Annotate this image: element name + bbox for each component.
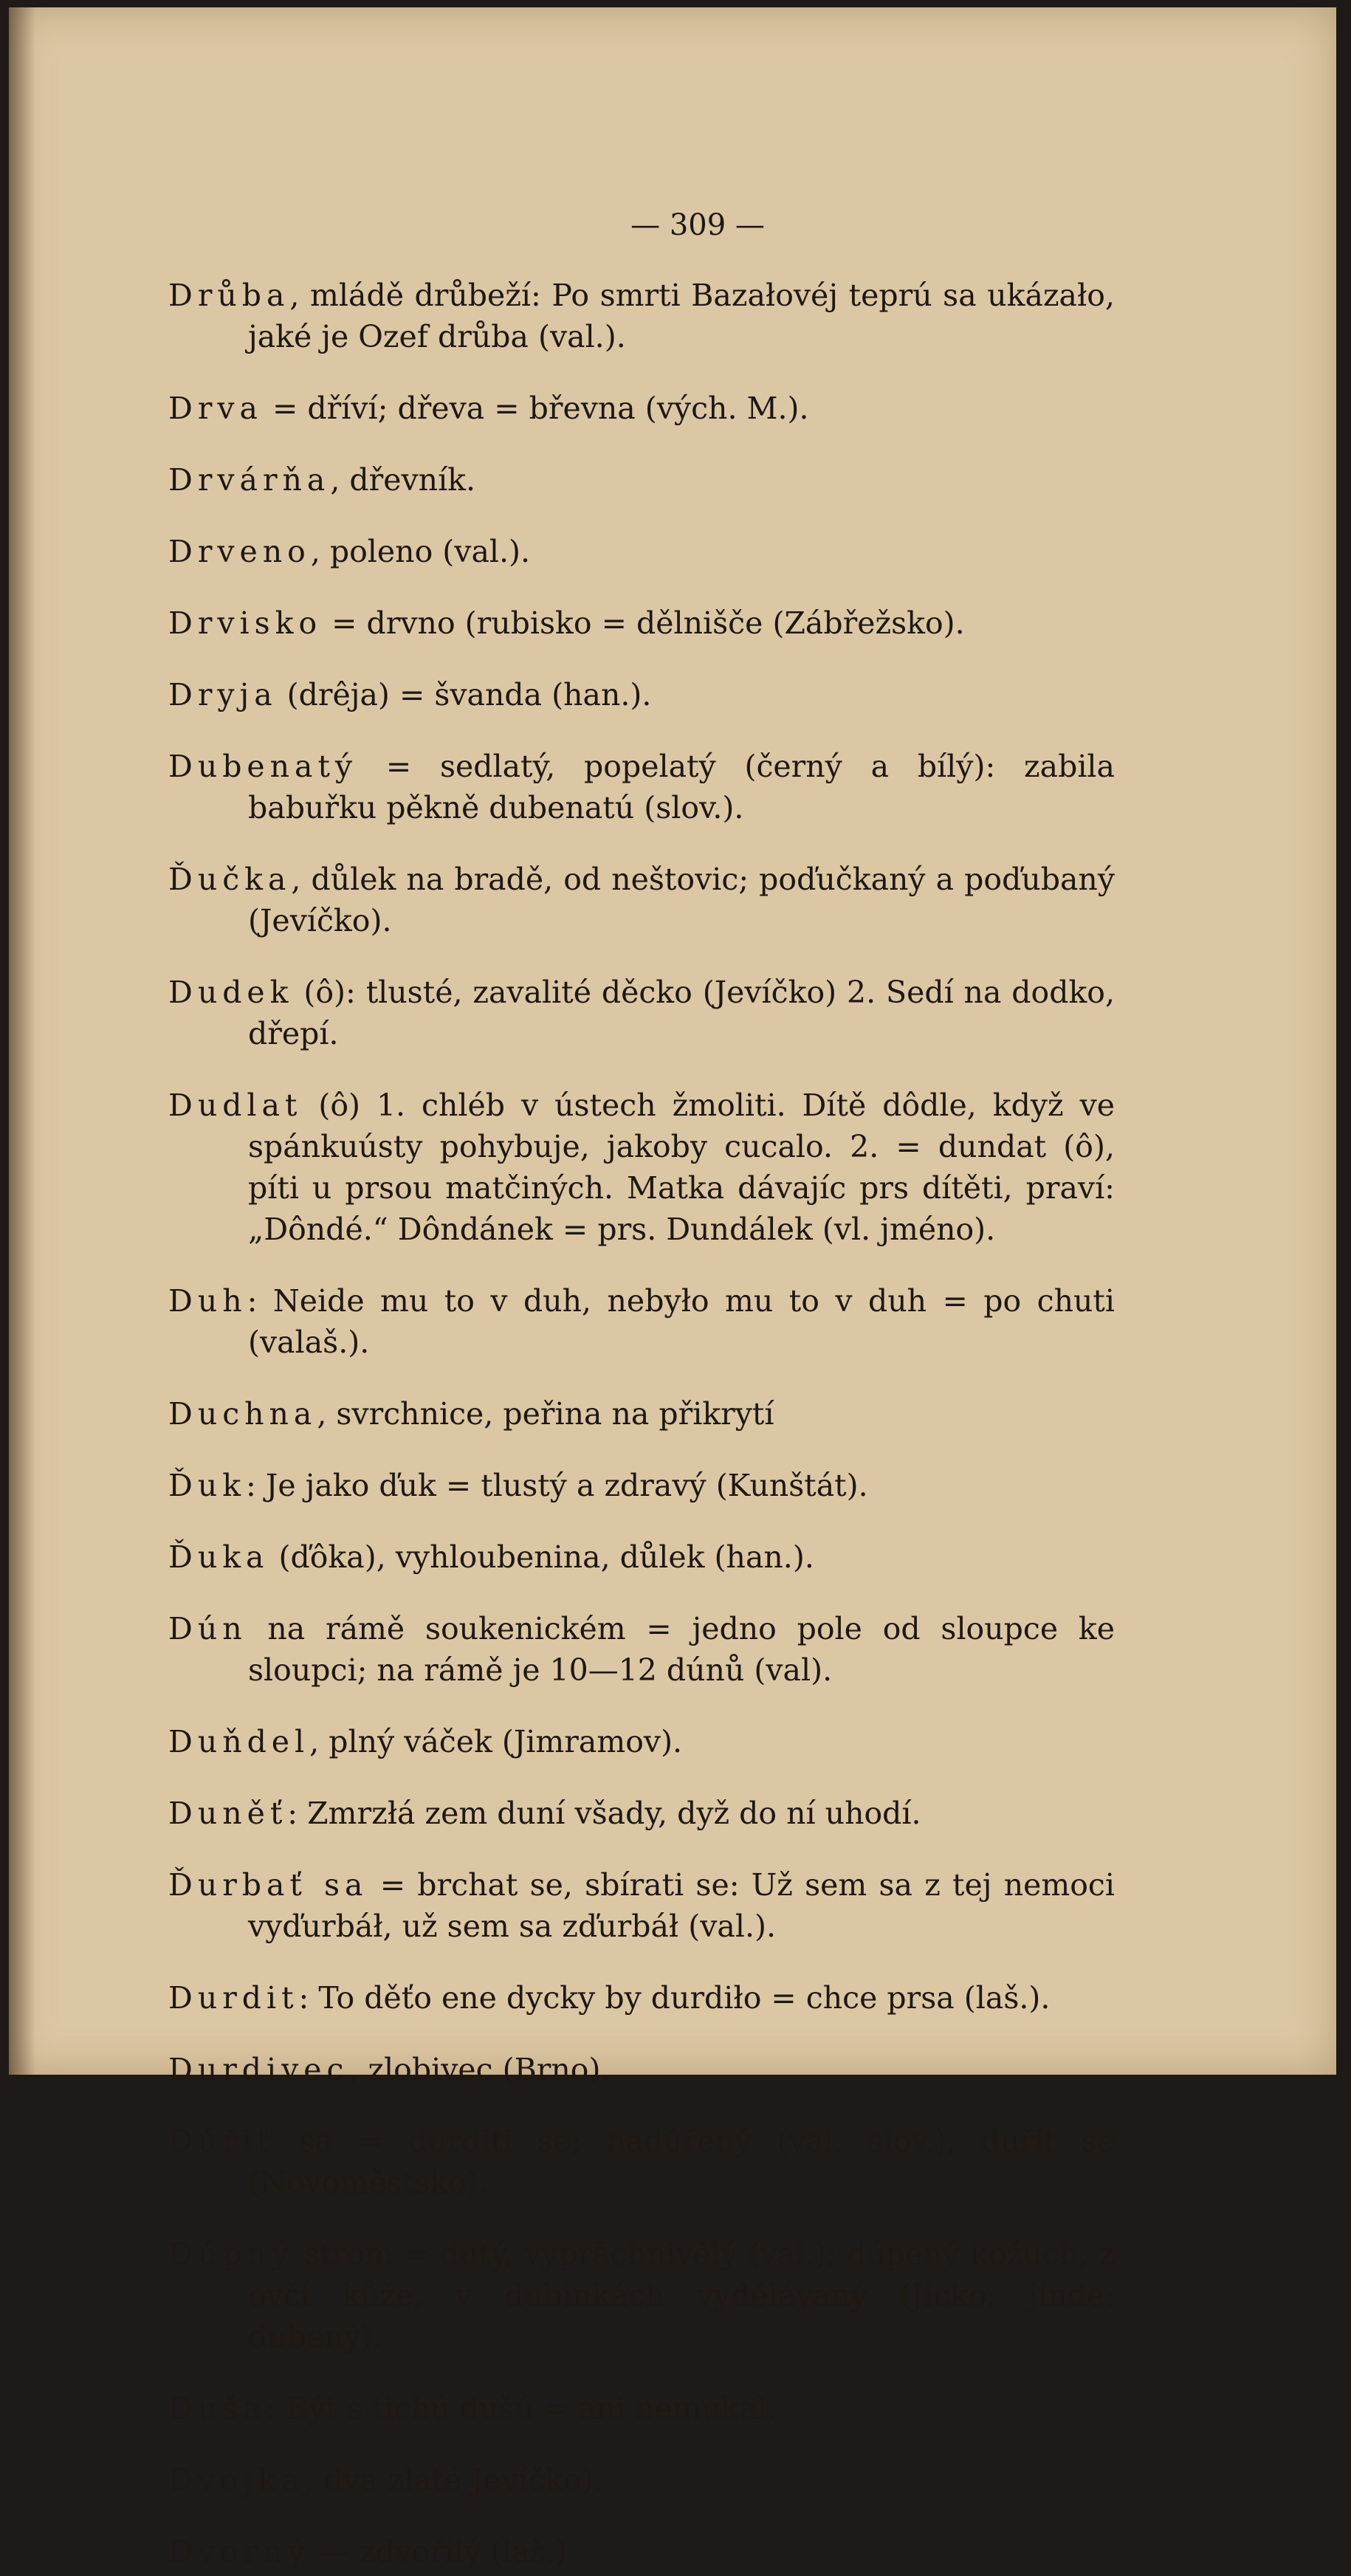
page-number: — 309 — xyxy=(630,208,765,242)
headword: Durdivec xyxy=(168,2052,349,2087)
dictionary-entry xyxy=(168,1536,1115,1578)
headword: Dudek xyxy=(168,975,294,1010)
dictionary-entry xyxy=(168,2459,1115,2501)
headword: Dúpný xyxy=(168,2236,294,2272)
dictionary-entry xyxy=(168,2233,1115,2357)
spine-shadow xyxy=(9,7,35,2075)
dictionary-entries xyxy=(168,275,1115,2576)
headword: Duněť xyxy=(168,1796,288,1831)
definition: strom = dutý, vyprāchnivělý (val.); dúpený kožuch, z ovčí kůže, v dubinkách vydělávaný (Jicko; jinde: dubený). xyxy=(248,2236,1115,2355)
dictionary-entry xyxy=(168,1977,1115,2019)
dictionary-entry xyxy=(168,1864,1115,1947)
definition: , dva zlaté Jevíčko). xyxy=(304,2462,603,2498)
dictionary-entry xyxy=(168,1608,1115,1691)
headword: Dúřiť xyxy=(168,2123,275,2159)
headword: Ďučka xyxy=(168,862,292,897)
dictionary-entry xyxy=(168,2049,1115,2090)
headword: Ďurbať sa xyxy=(168,1867,368,1903)
dictionary-entry xyxy=(168,2388,1115,2429)
headword: Dvojka xyxy=(168,2462,305,2498)
headword: Durdit xyxy=(168,1980,299,2016)
definition: (ďôka), vyhloubenina, důlek (han.). xyxy=(269,1539,814,1575)
definition: , dřevník. xyxy=(330,462,476,498)
headword: Dún xyxy=(168,1611,247,1646)
definition: : Je jako ďuk = tlustý a zdravý (Kunštát). xyxy=(246,1468,868,1503)
dictionary-entry xyxy=(168,1393,1115,1435)
definition: = sedlatý, popelatý (černý a bílý): zabila babuřku pěkně dubenatú (slov.). xyxy=(248,749,1115,825)
dictionary-entry xyxy=(168,1280,1115,1363)
dictionary-entry xyxy=(168,1085,1115,1250)
dictionary-entry xyxy=(168,1465,1115,1506)
dictionary-entry xyxy=(168,388,1115,429)
headword: Drvárňa xyxy=(168,462,331,498)
dictionary-entry xyxy=(168,2531,1115,2572)
definition: : To děťo ene dycky by durdiło = chce prsa (laš.). xyxy=(298,1980,1051,2016)
headword: Ďuka xyxy=(168,1539,269,1575)
definition: = drvno (rubisko = dělnišče (Zábřežsko). xyxy=(322,605,965,641)
dictionary-entry xyxy=(168,602,1115,644)
headword: Duchna xyxy=(168,1396,317,1432)
dictionary-entry xyxy=(168,275,1115,357)
dictionary-entry xyxy=(168,746,1115,828)
definition: sa = durditi se; nadúřený (val. slov.), duřit se (Novoměstsko). xyxy=(248,2123,1115,2200)
definition: na rámě soukenickém = jedno pole od sloupce ke sloupci; na rámě je 10—12 dúnů (val). xyxy=(247,1611,1115,1688)
definition: (drêja) = švanda (han.). xyxy=(277,677,652,712)
dictionary-entry xyxy=(168,531,1115,572)
headword: Duňdel xyxy=(168,1724,310,1759)
definition: = dříví; dřeva = břevna (vých. M.). xyxy=(262,391,809,426)
headword: Dudlat xyxy=(168,1088,303,1123)
dictionary-entry xyxy=(168,1793,1115,1834)
definition: , poleno (val.). xyxy=(310,534,531,569)
dictionary-entry xyxy=(168,459,1115,501)
definition: , plný váček (Jimramov). xyxy=(309,1724,683,1759)
headword: Drvisko xyxy=(168,605,323,641)
headword: Dryja xyxy=(168,677,278,712)
dictionary-entry xyxy=(168,1721,1115,1762)
definition: = brchat se, sbírati se: Už sem sa z tej nemoci vyďurbáł, už sem sa zďurbáł (val.). xyxy=(248,1867,1115,1944)
dictionary-entry xyxy=(168,972,1115,1054)
headword: Drveno xyxy=(168,534,311,569)
definition: (ô) 1. chléb v ústech žmoliti. Dítě dôdle, když ve spánkuústy pohybuje, jakoby cucalo. 2. = dundat (ô), píti u prsou matčiných. Matka dávajíc prs dítěti, praví: „Dôndé.“ Dôndánek = prs. Dundálek (vl. jméno). xyxy=(248,1088,1115,1247)
headword: Drva xyxy=(168,391,263,426)
dictionary-entry xyxy=(168,2120,1115,2203)
dictionary-entry xyxy=(168,859,1115,941)
definition: , zlobivec (Brno). xyxy=(348,2052,611,2087)
definition: : Být s tichú dušú = ani nemukal. xyxy=(266,2391,777,2426)
definition: : Zmrzłá zem duní všady, dyž do ní uhodí. xyxy=(287,1796,921,1831)
definition: , důlek na bradě, od neštovic; poďučkaný a poďubaný (Jevíčko). xyxy=(248,862,1115,938)
headword: Dvorný xyxy=(168,2534,310,2569)
headword: Duša xyxy=(168,2391,267,2426)
definition: , svrchnice, peřina na přikrytí xyxy=(317,1396,774,1432)
headword: Duh xyxy=(168,1283,247,1319)
headword: Ďuk xyxy=(168,1468,247,1503)
dictionary-entry xyxy=(168,674,1115,715)
definition: — zdvořilý (laš.) xyxy=(309,2534,568,2569)
headword: Dubenatý xyxy=(168,749,358,784)
definition: , mládě drůbeží: Po smrti Bazałovéj teprú sa ukázało, jaké je Ozef drůba (val.). xyxy=(248,278,1115,354)
definition: : Neide mu to v duh, nebyło mu to v duh = po chuti (valaš.). xyxy=(247,1283,1115,1360)
headword: Drůba xyxy=(168,278,290,313)
definition: (ô): tlusté, zavalité děcko (Jevíčko) 2. Sedí na dodko, dřepí. xyxy=(248,975,1115,1051)
